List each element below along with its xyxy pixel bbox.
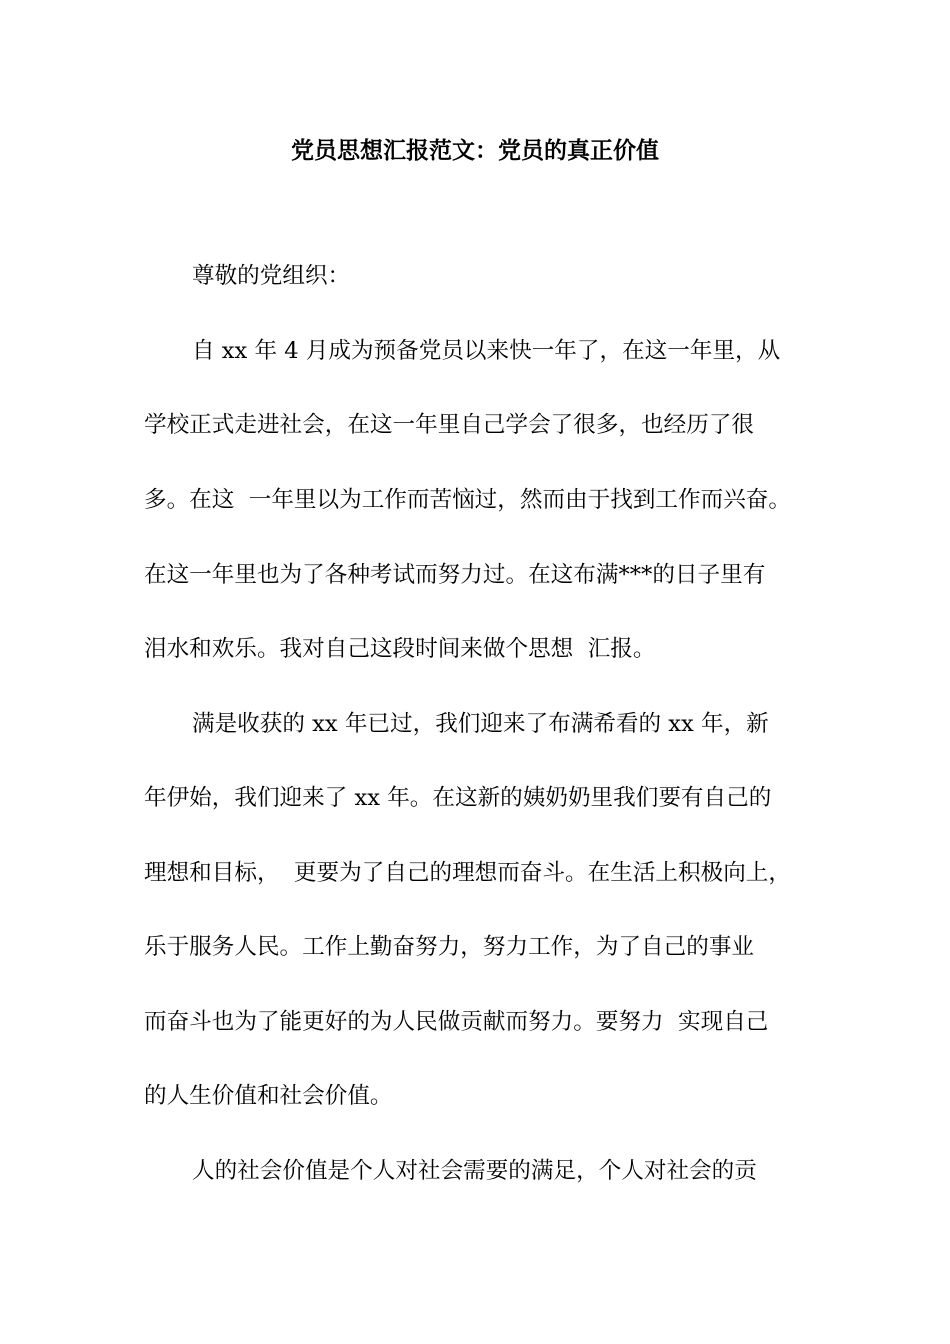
document-title: 党员思想汇报范文：党员的真正价值 — [291, 138, 659, 164]
paragraph-2-line-3: 理想和目标， 更要为了自己的理想而奋斗。在生活上积极向上， — [144, 860, 791, 886]
paragraph-2-line-2: 年伊始，我们迎来了 xx 年。在这新的姨奶奶里我们要有自己的 — [144, 785, 772, 811]
paragraph-2-line-6: 的人生价值和社会价值。 — [144, 1083, 393, 1109]
paragraph-1-line-5: 泪水和欢乐。我对自己这段时间来做个思想 汇报。 — [144, 636, 656, 662]
paragraph-2-line-5: 而奋斗也为了能更好的为人民做贡献而努力。要努力 实现自己 — [144, 1009, 769, 1035]
paragraph-2-line-4: 乐于服务人民。工作上勤奋努力，努力工作，为了自己的事业 — [144, 934, 755, 960]
paragraph-1-line-4: 在这一年里也为了各种考试而努力过。在这布满***的日子里有 — [144, 562, 766, 588]
paragraph-1-line-3: 多。在这 一年里以为工作而苦恼过，然而由于找到工作而兴奋。 — [144, 487, 791, 513]
paragraph-1-line-2: 学校正式走进社会，在这一年里自己学会了很多，也经历了很 — [144, 412, 755, 438]
paragraph-2-line-1: 满是收获的 xx 年已过，我们迎来了布满希看的 xx 年，新 — [192, 711, 769, 737]
paragraph-1-line-1: 自 xx 年 4 月成为预备党员以来快一年了，在这一年里，从 — [192, 338, 781, 364]
paragraph-3-line-1: 人的社会价值是个人对社会需要的满足，个人对社会的贡 — [192, 1158, 757, 1184]
salutation-line: 尊敬的党组织： — [192, 263, 351, 289]
